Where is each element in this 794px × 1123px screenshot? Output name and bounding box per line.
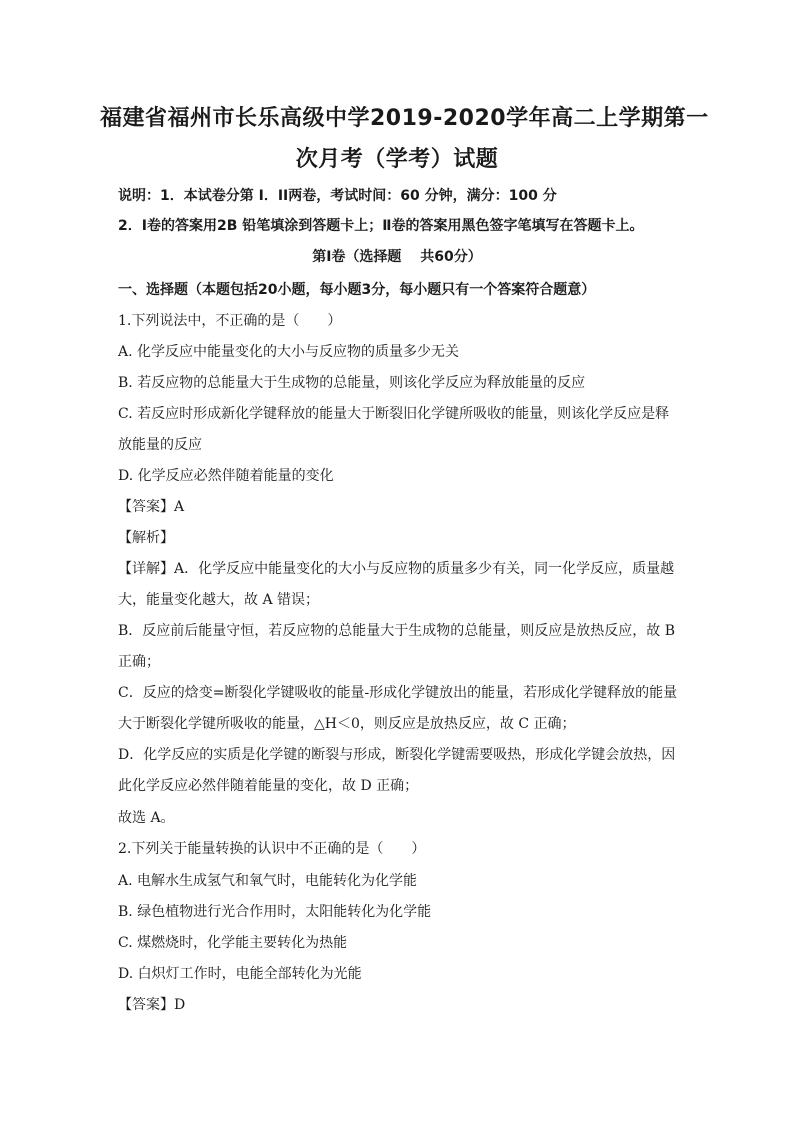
question-1-conclusion: 故选 A。 xyxy=(118,810,175,826)
question-1-stem: 1.下列说法中，不正确的是（ ） xyxy=(118,313,342,329)
question-1-option-b: B. 若反应物的总能量大于生成物的总能量，则该化学反应为释放能量的反应 xyxy=(118,375,586,391)
question-1-detail-c-line2: 大于断裂化学键所吸收的能量，△H＜0，则反应是放热反应，故 C 正确； xyxy=(118,716,576,732)
question-1-detail-b-line1: B．反应前后能量守恒，若反应物的总能量大于生成物的总能量，则反应是放热反应，故 B xyxy=(118,623,676,639)
section-title: 第Ⅰ卷（选择题 共60分） xyxy=(312,249,482,265)
question-1-option-c-line1: C. 若反应时形成新化学键释放的能量大于断裂旧化学键所吸收的能量，则该化学反应是释 xyxy=(118,406,670,422)
question-1-detail-d-line2: 此化学反应必然伴随着能量的变化，故 D 正确； xyxy=(118,778,419,794)
question-1-detail-a-line1: 【详解】A．化学反应中能量变化的大小与反应物的质量多少有关，同一化学反应，质量越 xyxy=(118,561,675,577)
question-1-detail-d-line1: D．化学反应的实质是化学键的断裂与形成，断裂化学键需要吸热，形成化学键会放热，因 xyxy=(118,747,676,763)
question-2-option-a: A. 电解水生成氢气和氧气时，电能转化为化学能 xyxy=(118,873,418,889)
question-1-option-c-line2: 放能量的反应 xyxy=(118,437,202,453)
question-1-detail-b-line2: 正确； xyxy=(118,654,160,670)
document-title-line2: 次月考（学考）试题 xyxy=(295,147,499,172)
question-2-option-d: D. 白炽灯工作时，电能全部转化为光能 xyxy=(118,966,362,982)
exam-note-1: 说明：1．本试卷分第 I．II两卷，考试时间：60 分钟，满分：100 分 xyxy=(118,188,557,204)
question-1-option-a: A. 化学反应中能量变化的大小与反应物的质量多少无关 xyxy=(118,344,460,360)
question-1-analysis-label: 【解析】 xyxy=(118,530,174,546)
question-1-option-d: D. 化学反应必然伴随着能量的变化 xyxy=(118,468,334,484)
question-1-detail-a-line2: 大，能量变化越大，故 A 错误； xyxy=(118,592,320,608)
document-title-line1: 福建省福州市长乐高级中学2019-2020学年高二上学期第一 xyxy=(100,106,709,131)
question-1-detail-c-line1: C．反应的焓变=断裂化学键吸收的能量-形成化学键放出的能量，若形成化学键释放的能量 xyxy=(118,685,678,701)
question-2-option-b: B. 绿色植物进行光合作用时，太阳能转化为化学能 xyxy=(118,904,432,920)
question-2-answer: 【答案】D xyxy=(118,997,186,1013)
part-heading: 一、选择题（本题包括20小题，每小题3分，每小题只有一个答案符合题意） xyxy=(118,282,596,298)
question-2-option-c: C. 煤燃烧时，化学能主要转化为热能 xyxy=(118,935,348,951)
exam-note-2: 2．Ⅰ卷的答案用2B 铅笔填涂到答题卡上；Ⅱ卷的答案用黑色签字笔填写在答题卡上。 xyxy=(118,218,644,234)
question-2-stem: 2.下列关于能量转换的认识中不正确的是（ ） xyxy=(118,841,426,857)
question-1-answer: 【答案】A xyxy=(118,499,185,515)
